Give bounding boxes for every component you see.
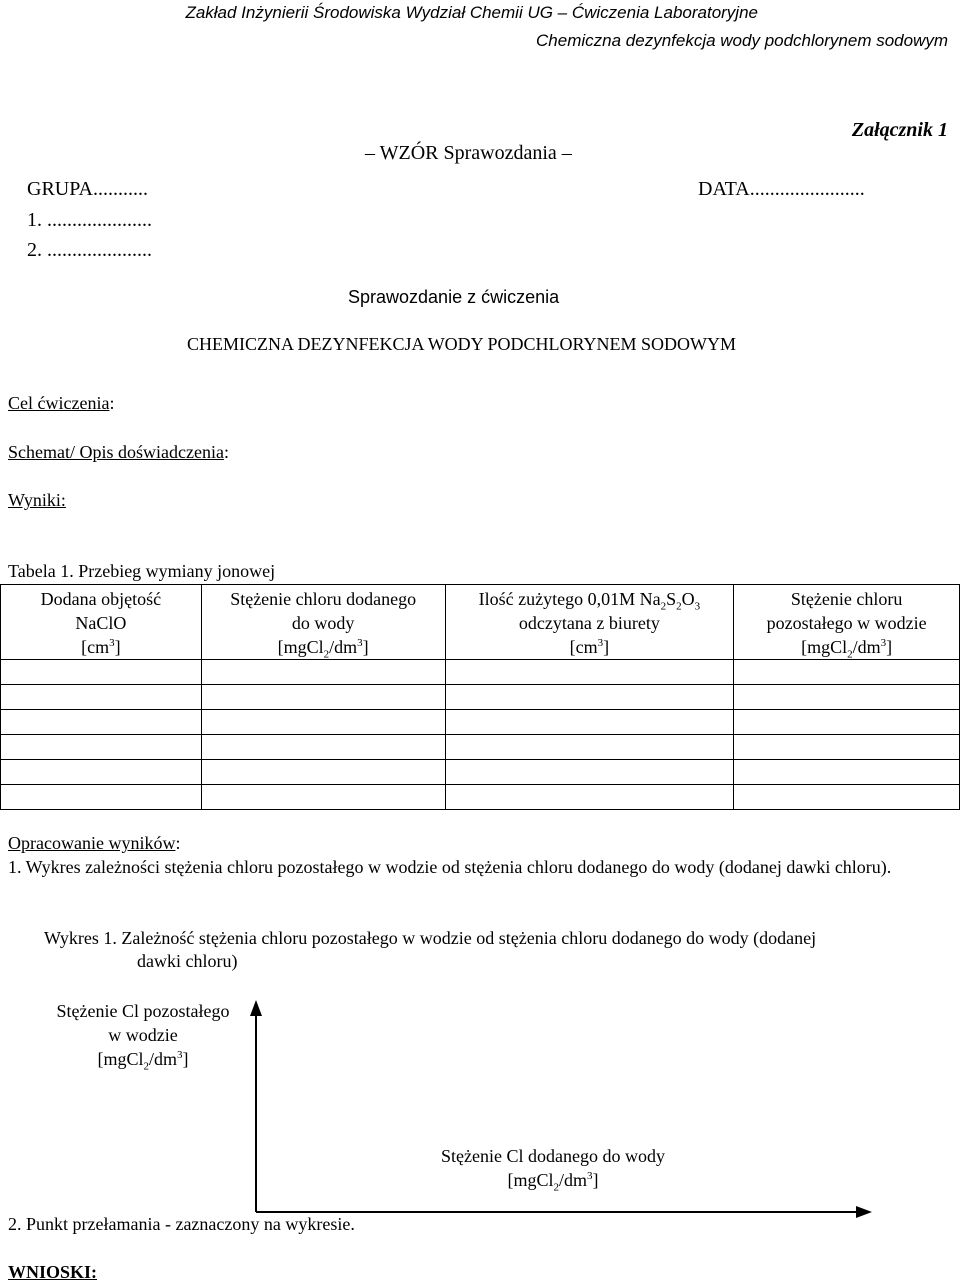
group-label: GRUPA........... — [27, 178, 148, 200]
attachment-label: Załącznik 1 — [851, 119, 948, 141]
header-line-1: Zakład Inżynierii Środowiska Wydział Chemii UG – Ćwiczenia Laboratoryjne — [185, 3, 758, 22]
item-2-breakpoint: 2. Punkt przełamania - zaznaczony na wykresie. — [8, 1214, 355, 1234]
section-results: Wyniki: — [8, 490, 66, 510]
group-member-2: 2. ..................... — [27, 239, 152, 261]
template-title: – WZÓR Sprawozdania – — [365, 142, 572, 164]
item-1-plot-instruction: 1. Wykres zależności stężenia chloru pozostałego w wodzie od stężenia chloru dodanego do wody (dodanej dawki chloru). — [8, 857, 892, 877]
figure-caption-line-1: Wykres 1. Zależność stężenia chloru pozostałego w wodzie od stężenia chloru dodanego do wody (dodanej — [44, 928, 817, 948]
group-member-1: 1. ..................... — [27, 209, 152, 231]
y-axis-arrow-icon — [250, 1000, 262, 1016]
x-axis-label: Stężenie Cl dodanego do wody $[mgCl_2/dm^3]$ — [441, 1146, 665, 1194]
figure-caption-line-2: dawki chloru) — [137, 951, 238, 971]
header-cell-thiosulfate-used: Ilość zużytego 0,01M $Na_2S_2O_3$ odczytana z biurety $[cm^3]$ — [445, 585, 734, 660]
date-label: DATA....................... — [698, 178, 865, 200]
section-aim: Cel ćwiczenia: — [8, 393, 115, 413]
section-processing: Opracowanie wyników: — [8, 833, 181, 853]
x-axis-arrow-icon — [856, 1206, 872, 1218]
section-scheme: Schemat/ Opis doświadczenia: — [8, 442, 229, 462]
report-subtitle: CHEMICZNA DEZYNFEKCJA WODY PODCHLORYNEM SODOWYM — [187, 334, 737, 354]
header-cell-naclo-volume: Dodana objętość NaClO $[cm^3]$ — [1, 585, 202, 660]
header-line-2: Chemiczna dezynfekcja wody podchlorynem sodowym — [536, 31, 948, 50]
header-cell-added-chlorine: Stężenie chloru dodanego do wody $[mgCl_2/dm^3]$ — [201, 585, 445, 660]
header-cell-residual-chlorine: Stężenie chloru pozostałego w wodzie $[mgCl_2/dm^3]$ — [734, 585, 960, 660]
table-caption: Tabela 1. Przebieg wymiany jonowej — [8, 561, 276, 581]
report-title: Sprawozdanie z ćwiczenia — [348, 287, 560, 307]
section-conclusions: WNIOSKI: — [8, 1262, 98, 1282]
y-axis-label: Stężenie Cl pozostałego w wodzie $[mgCl_2/dm^3]$ — [56, 1001, 230, 1073]
